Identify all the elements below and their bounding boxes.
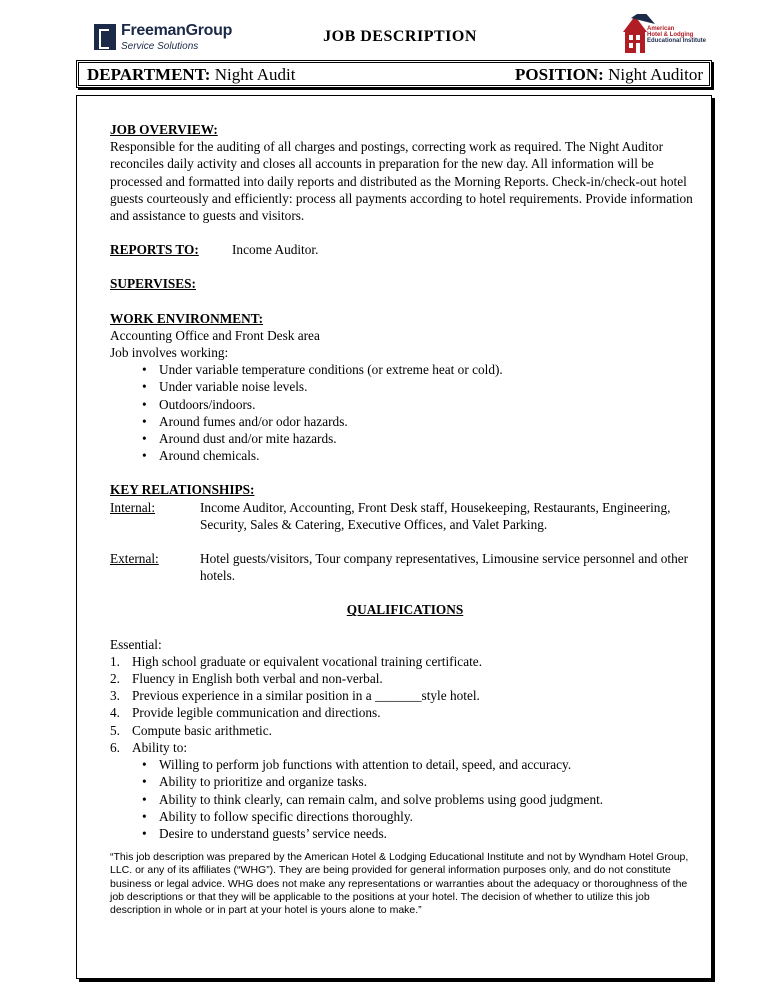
- work-environment-location: Accounting Office and Front Desk area: [110, 327, 320, 343]
- key-relationships-heading: KEY RELATIONSHIPS:: [110, 482, 255, 498]
- list-item: • Under variable noise levels.: [142, 378, 700, 395]
- job-overview-heading: JOB OVERVIEW:: [110, 122, 218, 137]
- position-value: Night Auditor: [608, 65, 703, 84]
- list-item: • Around fumes and/or odor hazards.: [142, 413, 700, 430]
- department-position-bar: [76, 60, 712, 88]
- job-description-content: [110, 121, 700, 918]
- ahlei-logo: [621, 14, 707, 54]
- reports-to-row: [110, 241, 700, 258]
- position-field: [515, 65, 703, 85]
- list-item: • Around dust and/or mite hazards.: [142, 430, 700, 447]
- list-item: 2. Fluency in English both verbal and non-verbal.: [110, 671, 383, 687]
- ahlei-logo-text: American Hotel & Lodging Educational Institute: [647, 26, 707, 44]
- list-item: 5. Compute basic arithmetic.: [110, 722, 272, 738]
- list-item: • Under variable temperature conditions (or extreme heat or cold).: [142, 361, 700, 378]
- list-item: 3. Previous experience in a similar position in a _______style hotel.: [110, 688, 480, 704]
- list-item: • Outdoors/indoors.: [142, 396, 700, 413]
- list-item: 4. Provide legible communication and directions.: [110, 705, 381, 721]
- qualifications-heading: QUALIFICATIONS: [346, 602, 464, 618]
- list-item: • Ability to follow specific directions thoroughly.: [142, 808, 700, 825]
- ability-list: [110, 756, 700, 842]
- supervises-heading: SUPERVISES:: [110, 276, 196, 292]
- list-item: • Willing to perform job functions with attention to detail, speed, and accuracy.: [142, 756, 700, 773]
- department-field: [87, 65, 295, 85]
- internal-value: Income Auditor, Accounting, Front Desk staff, Housekeeping, Restaurants, Engineering, Security, Sales & Catering, Executive Offices, and Valet Parking.: [200, 499, 671, 532]
- position-label: POSITION:: [515, 65, 604, 84]
- list-item: • Ability to prioritize and organize tasks.: [142, 773, 700, 790]
- document-title: JOB DESCRIPTION: [323, 28, 477, 45]
- list-item: • Ability to think clearly, can remain calm, and solve problems using good judgment.: [142, 791, 700, 808]
- list-item: 1. High school graduate or equivalent vocational training certificate.: [110, 653, 483, 669]
- list-item: • Around chemicals.: [142, 447, 700, 464]
- freeman-group-logo-tagline: Service Solutions: [121, 41, 199, 52]
- freeman-group-logo-name: FreemanGroup: [121, 22, 233, 39]
- list-item: 6. Ability to:: [110, 739, 188, 755]
- qualifications-list: [110, 653, 700, 756]
- list-item: • Desire to understand guests’ service needs.: [142, 825, 700, 842]
- work-environment-list: [110, 361, 700, 464]
- external-label: External:: [110, 551, 159, 567]
- internal-label: Internal:: [110, 499, 156, 515]
- department-value: Night Audit: [214, 65, 296, 84]
- job-overview-text: Responsible for the auditing of all charges and postings, correcting work as required. The Night Auditor reconciles daily activity and closes all accounts in preparation for the new day. All information will be processed and formatted into daily reports and distributed as the Morning Reports. Check-in/check-out hotel guests courteously and efficiently: process all payments according to hotel requirements. Provide information and assistance to guests and visitors.: [110, 139, 693, 224]
- department-label: DEPARTMENT:: [87, 65, 211, 84]
- reports-to-value: Income Auditor.: [232, 242, 319, 258]
- internal-relationships-row: [110, 499, 700, 533]
- external-relationships-row: [110, 550, 700, 584]
- freeman-group-logo-mark-icon: [94, 24, 116, 50]
- reports-to-label: REPORTS TO:: [110, 242, 199, 258]
- disclaimer-text: “This job description was prepared by the American Hotel & Lodging Educational Institute and not by Wyndham Hotel Group, LLC. or any of its affiliates (“WHG”). They are being provided for general information purposes only, and do not constitute business or legal advice. WHG does not make any representations or warranties about the adequacy or thoroughness of the job descriptions or that they will be applicable to the positions at your hotel. The decision of whether to utilize this job description in whole or in part at your hotel is yours alone to make.”: [110, 851, 689, 917]
- freeman-group-logo: [94, 22, 233, 52]
- essential-label: Essential:: [110, 636, 162, 652]
- external-value: Hotel guests/visitors, Tour company representatives, Limousine service personnel and other hotels.: [200, 551, 689, 584]
- work-environment-heading: WORK ENVIRONMENT:: [110, 310, 264, 326]
- work-environment-intro: Job involves working:: [110, 345, 229, 361]
